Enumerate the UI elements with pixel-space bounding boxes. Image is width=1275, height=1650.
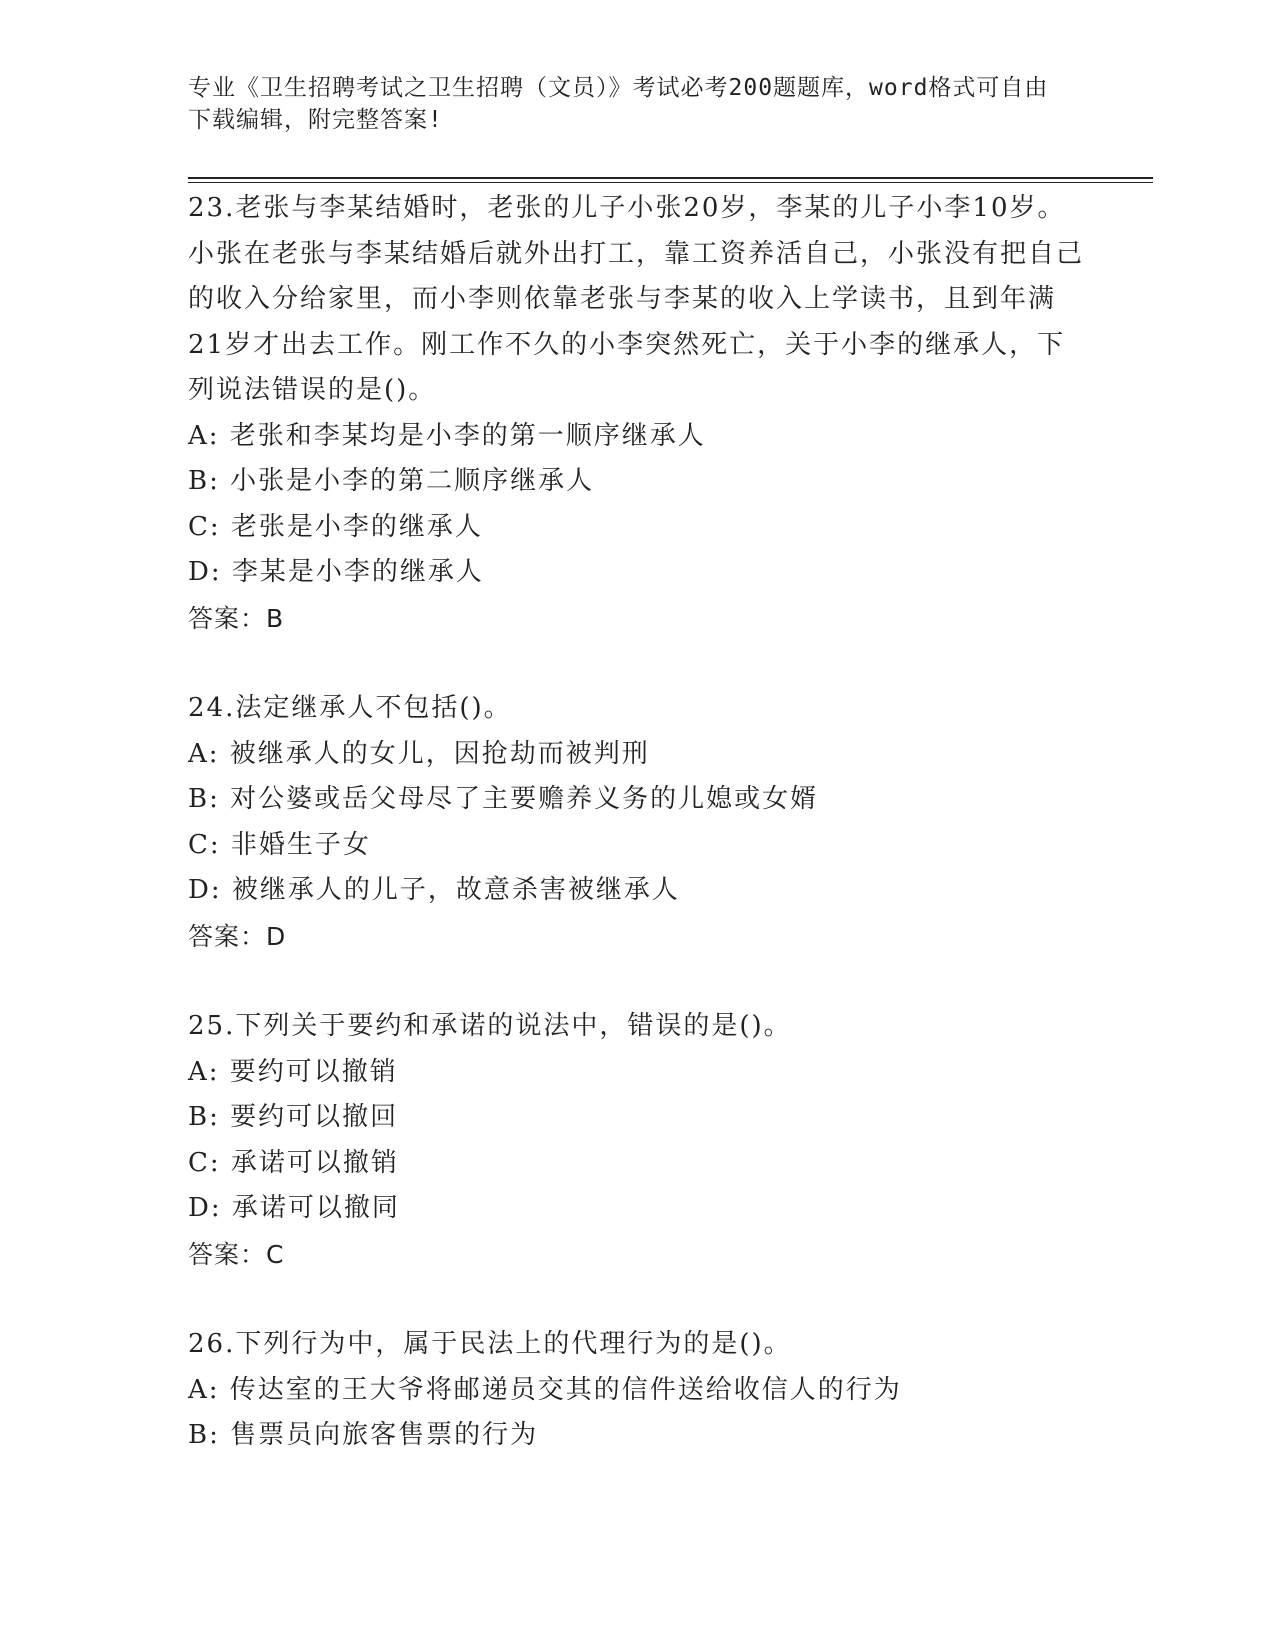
answer-line: 答案：C bbox=[188, 1239, 285, 1269]
answer-line: 答案：D bbox=[188, 921, 287, 951]
option-b: B: 要约可以撤回 bbox=[188, 1102, 399, 1132]
option-b: B: 小张是小李的第二顺序继承人 bbox=[188, 466, 595, 496]
question-26 bbox=[188, 1322, 1088, 1459]
option-c: C: 非婚生子女 bbox=[188, 829, 371, 860]
option-d: D: 被继承人的儿子，故意杀害被继承人 bbox=[188, 875, 680, 905]
question-25 bbox=[188, 1004, 1088, 1277]
answer-line: 答案：B bbox=[188, 603, 285, 633]
option-c: C: 承诺可以撤销 bbox=[188, 1147, 399, 1178]
option-b: B: 售票员向旅客售票的行为 bbox=[188, 1420, 539, 1450]
option-d: D: 李某是小李的继承人 bbox=[188, 557, 484, 587]
question-24 bbox=[188, 686, 1088, 959]
question-text: 26.下列行为中，属于民法上的代理行为的是()。 bbox=[188, 1329, 792, 1359]
question-text: 23.老张与李某结婚时，老张的儿子小张20岁，李某的儿子小李10岁。小张在老张与李某结婚后就外出打工，靠工资养活自己，小张没有把自己的收入分给家里，而小李则依靠老张与李某的收入上学读书，且到年满21岁才出去工作。刚工作不久的小李突然死亡，关于小李的继承人，下列说法错误的是()。 bbox=[188, 193, 1085, 405]
header-divider-thick bbox=[188, 177, 1153, 179]
question-text: 25.下列关于要约和承诺的说法中，错误的是()。 bbox=[188, 1011, 792, 1041]
question-text: 24.法定继承人不包括()。 bbox=[188, 693, 512, 723]
header-divider-thin bbox=[188, 182, 1153, 183]
document-header: 专业《卫生招聘考试之卫生招聘（文员）》考试必考200题题库，word格式可自由下载编辑，附完整答案! bbox=[188, 75, 1049, 133]
option-a: A: 老张和李某均是小李的第一顺序继承人 bbox=[188, 420, 706, 451]
question-list bbox=[188, 186, 1088, 1459]
option-a: A: 传达室的王大爷将邮递员交其的信件送给收信人的行为 bbox=[188, 1374, 902, 1405]
option-a: A: 要约可以撤销 bbox=[188, 1056, 398, 1087]
question-23 bbox=[188, 186, 1088, 641]
option-d: D: 承诺可以撤同 bbox=[188, 1193, 400, 1223]
option-a: A: 被继承人的女儿，因抢劫而被判刑 bbox=[188, 738, 650, 769]
option-b: B: 对公婆或岳父母尽了主要赡养义务的儿媳或女婿 bbox=[188, 784, 819, 814]
option-c: C: 老张是小李的继承人 bbox=[188, 511, 483, 542]
